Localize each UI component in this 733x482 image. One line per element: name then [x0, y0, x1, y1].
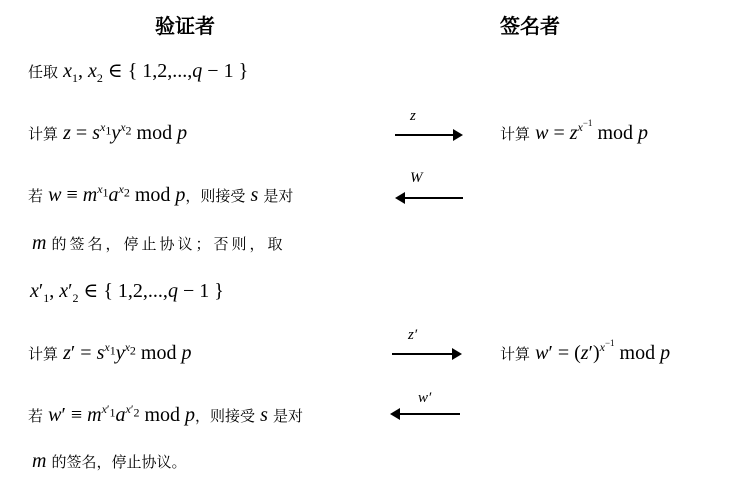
send-z-arrow — [395, 134, 453, 136]
compute-label-2: 计算 — [28, 345, 59, 363]
accept-label-2: ，则接受 — [195, 407, 256, 425]
step-compute-z2 — [28, 342, 191, 365]
step-compute-z — [28, 122, 187, 145]
compute-label-signer-2: 计算 — [500, 345, 531, 363]
step-compute-w2 — [500, 338, 671, 365]
step-choose — [28, 58, 248, 83]
signer-header: 签名者 — [500, 14, 560, 38]
accept-label: ，则接受 — [185, 187, 246, 205]
step-verify-w2: 若 $w' \equiv m^{x'_1}a^{x'_2}$ mod p，则接受 s 是对 — [28, 402, 304, 426]
z2-formula: $z' = s^{x_1}y^{x_2}$ mod p — [63, 340, 192, 364]
arrow-label-w: W — [410, 170, 423, 186]
compute-label-signer: 计算 — [500, 125, 531, 143]
arrow-label-z: z — [410, 108, 416, 124]
step-compute-w — [500, 118, 648, 145]
send-z2-arrow — [392, 353, 452, 355]
choose-label: 任取 — [28, 63, 59, 81]
return-w2-arrow — [400, 413, 460, 415]
return-w-arrow — [405, 197, 463, 199]
if-label-2: 若 — [28, 407, 44, 425]
set-formula: $x_1$, $x_2$ ∈ { 1,2,...,q − 1 } — [63, 60, 249, 85]
compute-label: 计算 — [28, 125, 59, 143]
verify-formula: $w \equiv m^{x_1}a^{x_2}$ mod p — [48, 182, 186, 206]
step-verify-w-cont: m 的签名，停止协议；否则，取 — [32, 232, 286, 254]
z-formula: $z = s^{x_1}y^{x_2}$ mod p — [63, 120, 188, 144]
step-verify-w: 若 $w \equiv m^{x_1}a^{x_2}$ mod p，则接受 s 是对 — [28, 182, 294, 206]
if-label: 若 — [28, 187, 44, 205]
w-formula: $w = z^{x^{-1}}$ mod p — [535, 118, 648, 144]
reselect-formula: $x'_1$, $x'_2$ ∈ { 1,2,...,q − 1 } — [30, 280, 224, 305]
step-verify-w2-cont: m 的签名，停止协议。 — [32, 450, 187, 472]
w2-formula: $w' = (z')^{x^{-1}}$ mod p — [535, 338, 671, 364]
is-pair-label-2: 是对 — [273, 407, 304, 425]
verifier-header: 验证者 — [155, 14, 215, 38]
stop-or-else-label: 的签名，停止协议；否则，取 — [51, 235, 286, 253]
stop-label: 的签名，停止协议。 — [51, 453, 187, 471]
verify-formula-2: $w' \equiv m^{x'_1}a^{x'_2}$ mod p — [48, 402, 196, 426]
is-pair-label: 是对 — [263, 187, 294, 205]
arrow-label-z2: z′ — [408, 327, 418, 343]
arrow-label-w2: w′ — [418, 390, 432, 406]
